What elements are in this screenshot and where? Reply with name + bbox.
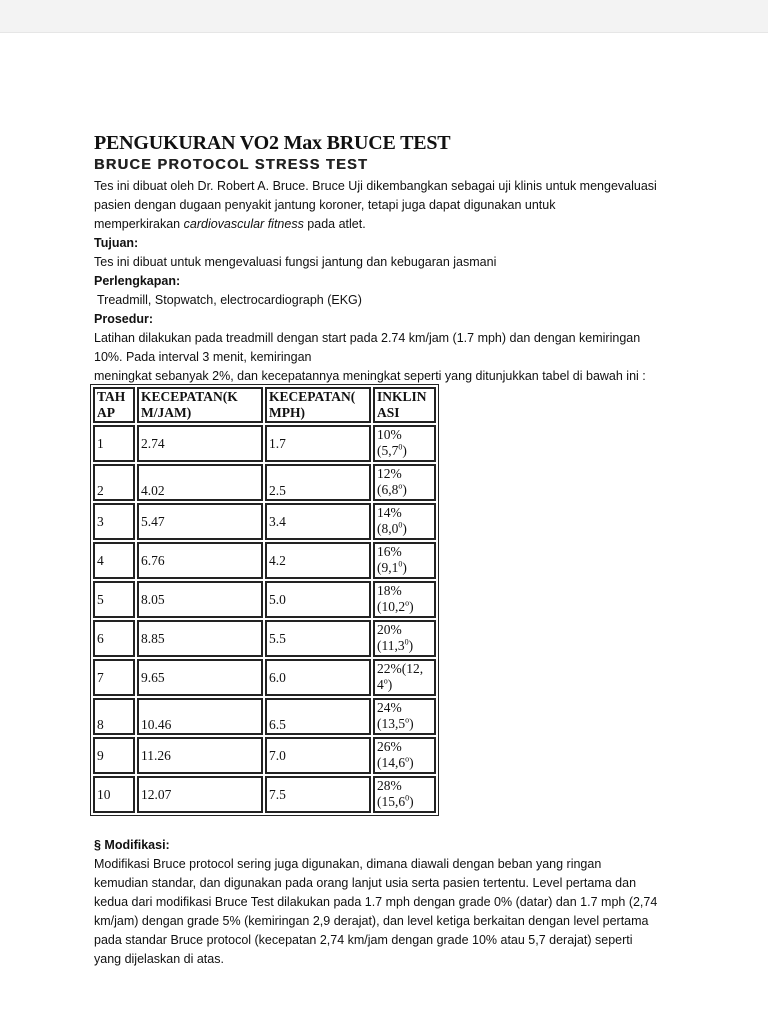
cell-kecepatan-kmh: 12.07 [137, 776, 263, 813]
inklinasi-close: ) [402, 521, 407, 536]
modifikasi-line: Modifikasi Bruce protocol sering juga digunakan, dimana diawali dengan beban yang ringan [94, 857, 602, 871]
inklinasi-percent: 28% [377, 778, 402, 793]
cell-inklinasi [373, 698, 436, 735]
cell-kecepatan-mph: 5.0 [265, 581, 371, 618]
tujuan-heading: Tujuan: [94, 236, 139, 250]
table-row [93, 464, 436, 501]
cell-kecepatan-mph: 1.7 [265, 425, 371, 462]
inklinasi-percent: 18% [377, 583, 402, 598]
page-title: PENGUKURAN VO2 Max BRUCE TEST [94, 132, 451, 154]
inklinasi-degree: (11,3 [377, 638, 405, 653]
prosedur-line: 10%. Pada interval 3 menit, kemiringan [94, 350, 312, 364]
cell-inklinasi [373, 737, 436, 774]
inklinasi-degree: (14,6 [377, 755, 406, 770]
degree-mark: o [405, 598, 410, 608]
inklinasi-close: ) [409, 716, 414, 731]
header-text: INKLIN [377, 389, 427, 404]
modifikasi-heading: § Modifikasi: [94, 838, 170, 852]
header-text: MPH) [269, 405, 305, 420]
table-row [93, 581, 436, 618]
cell-inklinasi [373, 503, 436, 540]
inklinasi-degree: (5,7 [377, 443, 399, 458]
inklinasi-percent: 14% [377, 505, 402, 520]
intro-italic-text: cardiovascular fitness [183, 217, 304, 231]
modifikasi-line: yang dijelaskan di atas. [94, 952, 224, 966]
cell-tahap: 6 [93, 620, 135, 657]
intro-line: Tes ini dibuat oleh Dr. Robert A. Bruce. Bruce Uji dikembangkan sebagai uji klinis untuk mengevaluasi [94, 179, 657, 193]
inklinasi-percent: 10% [377, 427, 402, 442]
degree-mark: o [405, 754, 410, 764]
document-page [0, 32, 768, 1025]
inklinasi-percent: 22%(12, [377, 661, 424, 676]
degree-mark: 0 [398, 442, 403, 452]
table-row [93, 659, 436, 696]
prosedur-line: meningkat sebanyak 2%, dan kecepatannya meningkat seperti yang ditunjukkan tabel di bawah ini : [94, 369, 646, 383]
table-row [93, 737, 436, 774]
cell-inklinasi [373, 776, 436, 813]
inklinasi-close: ) [409, 755, 414, 770]
cell-kecepatan-mph: 7.5 [265, 776, 371, 813]
table-row [93, 620, 436, 657]
cell-tahap: 3 [93, 503, 135, 540]
inklinasi-degree: (15,6 [377, 794, 406, 809]
table-row [93, 542, 436, 579]
perlengkapan-heading: Perlengkapan: [94, 274, 181, 288]
inklinasi-percent: 24% [377, 700, 402, 715]
header-text: KECEPATAN( [269, 389, 356, 404]
degree-mark: o [398, 481, 403, 491]
inklinasi-close: ) [409, 599, 414, 614]
inklinasi-degree: (9,1 [377, 560, 399, 575]
header-text: ASI [377, 405, 400, 420]
table-row [93, 698, 436, 735]
page-subtitle: BRUCE PROTOCOL STRESS TEST [94, 157, 369, 173]
inklinasi-percent: 12% [377, 466, 402, 481]
modifikasi-line: pada standar Bruce protocol (kecepatan 2,74 km/jam dengan grade 10% atau 5,7 derajat) seperti [94, 933, 633, 947]
table-row [93, 503, 436, 540]
cell-kecepatan-mph: 2.5 [265, 464, 371, 501]
cell-tahap: 7 [93, 659, 135, 696]
modifikasi-text [94, 855, 694, 969]
inklinasi-close: ) [387, 677, 393, 692]
degree-mark: 0 [398, 559, 403, 569]
table-row [93, 776, 436, 813]
cell-kecepatan-kmh: 9.65 [137, 659, 263, 696]
inklinasi-degree: 4 [377, 677, 384, 692]
cell-kecepatan-mph: 5.5 [265, 620, 371, 657]
cell-kecepatan-kmh: 6.76 [137, 542, 263, 579]
degree-mark: 0 [405, 793, 410, 803]
cell-kecepatan-mph: 6.5 [265, 698, 371, 735]
prosedur-heading: Prosedur: [94, 312, 154, 326]
inklinasi-percent: 20% [377, 622, 402, 637]
cell-inklinasi [373, 464, 436, 501]
header-text: KECEPATAN(K [141, 389, 238, 404]
cell-inklinasi [373, 620, 436, 657]
cell-kecepatan-kmh: 8.05 [137, 581, 263, 618]
cell-kecepatan-mph: 6.0 [265, 659, 371, 696]
cell-tahap: 1 [93, 425, 135, 462]
inklinasi-close: ) [408, 638, 414, 653]
prosedur-line: Latihan dilakukan pada treadmill dengan start pada 2.74 km/jam (1.7 mph) dan dengan kemiringan [94, 331, 641, 345]
intro-text: pada atlet. [303, 217, 366, 231]
inklinasi-degree: (13,5 [377, 716, 406, 731]
modifikasi-line: kedua dari modifikasi Bruce Test dilakukan pada 1.7 mph dengan grade 0% (datar) dan 1.7 mph (2,74 [94, 895, 658, 909]
cell-tahap: 5 [93, 581, 135, 618]
table-row [93, 425, 436, 462]
cell-tahap: 9 [93, 737, 135, 774]
header-tahap [93, 387, 135, 423]
inklinasi-degree: (6,8 [377, 482, 399, 497]
modifikasi-line: kemudian standar, dan digunakan pada orang lanjut usia serta pasien tertentu. Level pertama dan [94, 876, 637, 890]
inklinasi-percent: 16% [377, 544, 402, 559]
degree-mark: 0 [398, 520, 403, 530]
header-text: M/JAM) [141, 405, 192, 420]
cell-kecepatan-mph: 7.0 [265, 737, 371, 774]
inklinasi-close: ) [402, 560, 407, 575]
intro-line [94, 215, 694, 234]
cell-kecepatan-mph: 3.4 [265, 503, 371, 540]
intro-text: memperkirakan [94, 217, 184, 231]
cell-kecepatan-mph: 4.2 [265, 542, 371, 579]
inklinasi-degree: (8,0 [377, 521, 399, 536]
cell-tahap: 10 [93, 776, 135, 813]
cell-tahap: 8 [93, 698, 135, 735]
cell-kecepatan-kmh: 4.02 [137, 464, 263, 501]
header-kecepatan-kmh [137, 387, 263, 423]
header-kecepatan-mph [265, 387, 371, 423]
cell-tahap: 4 [93, 542, 135, 579]
header-text: AP [97, 405, 115, 420]
cell-inklinasi [373, 542, 436, 579]
inklinasi-percent: 26% [377, 739, 402, 754]
degree-mark: 0 [404, 637, 409, 647]
inklinasi-close: ) [402, 482, 407, 497]
bruce-protocol-table [90, 384, 439, 816]
degree-mark: o [405, 715, 410, 725]
document-content [94, 131, 694, 969]
tujuan-text: Tes ini dibuat untuk mengevaluasi fungsi jantung dan kebugaran jasmani [94, 255, 497, 269]
perlengkapan-text: Treadmill, Stopwatch, electrocardiograph (EKG) [97, 293, 362, 307]
inklinasi-close: ) [409, 794, 414, 809]
cell-kecepatan-kmh: 10.46 [137, 698, 263, 735]
intro-line: pasien dengan dugaan penyakit jantung koroner, tetapi juga dapat digunakan untuk [94, 198, 556, 212]
cell-kecepatan-kmh: 5.47 [137, 503, 263, 540]
inklinasi-degree: (10,2 [377, 599, 406, 614]
cell-inklinasi [373, 425, 436, 462]
header-text: TAH [97, 389, 126, 404]
cell-kecepatan-kmh: 2.74 [137, 425, 263, 462]
cell-inklinasi [373, 659, 436, 696]
cell-kecepatan-kmh: 11.26 [137, 737, 263, 774]
degree-mark: o [383, 676, 388, 686]
table-header-row [93, 387, 436, 423]
cell-inklinasi [373, 581, 436, 618]
inklinasi-close: ) [402, 443, 407, 458]
cell-tahap: 2 [93, 464, 135, 501]
cell-kecepatan-kmh: 8.85 [137, 620, 263, 657]
modifikasi-section [94, 836, 694, 969]
header-inklinasi [373, 387, 436, 423]
modifikasi-line: km/jam) dengan grade 5% (kemiringan 2,9 derajat), dan level ketiga berkaitan dengan level pertama [94, 914, 649, 928]
